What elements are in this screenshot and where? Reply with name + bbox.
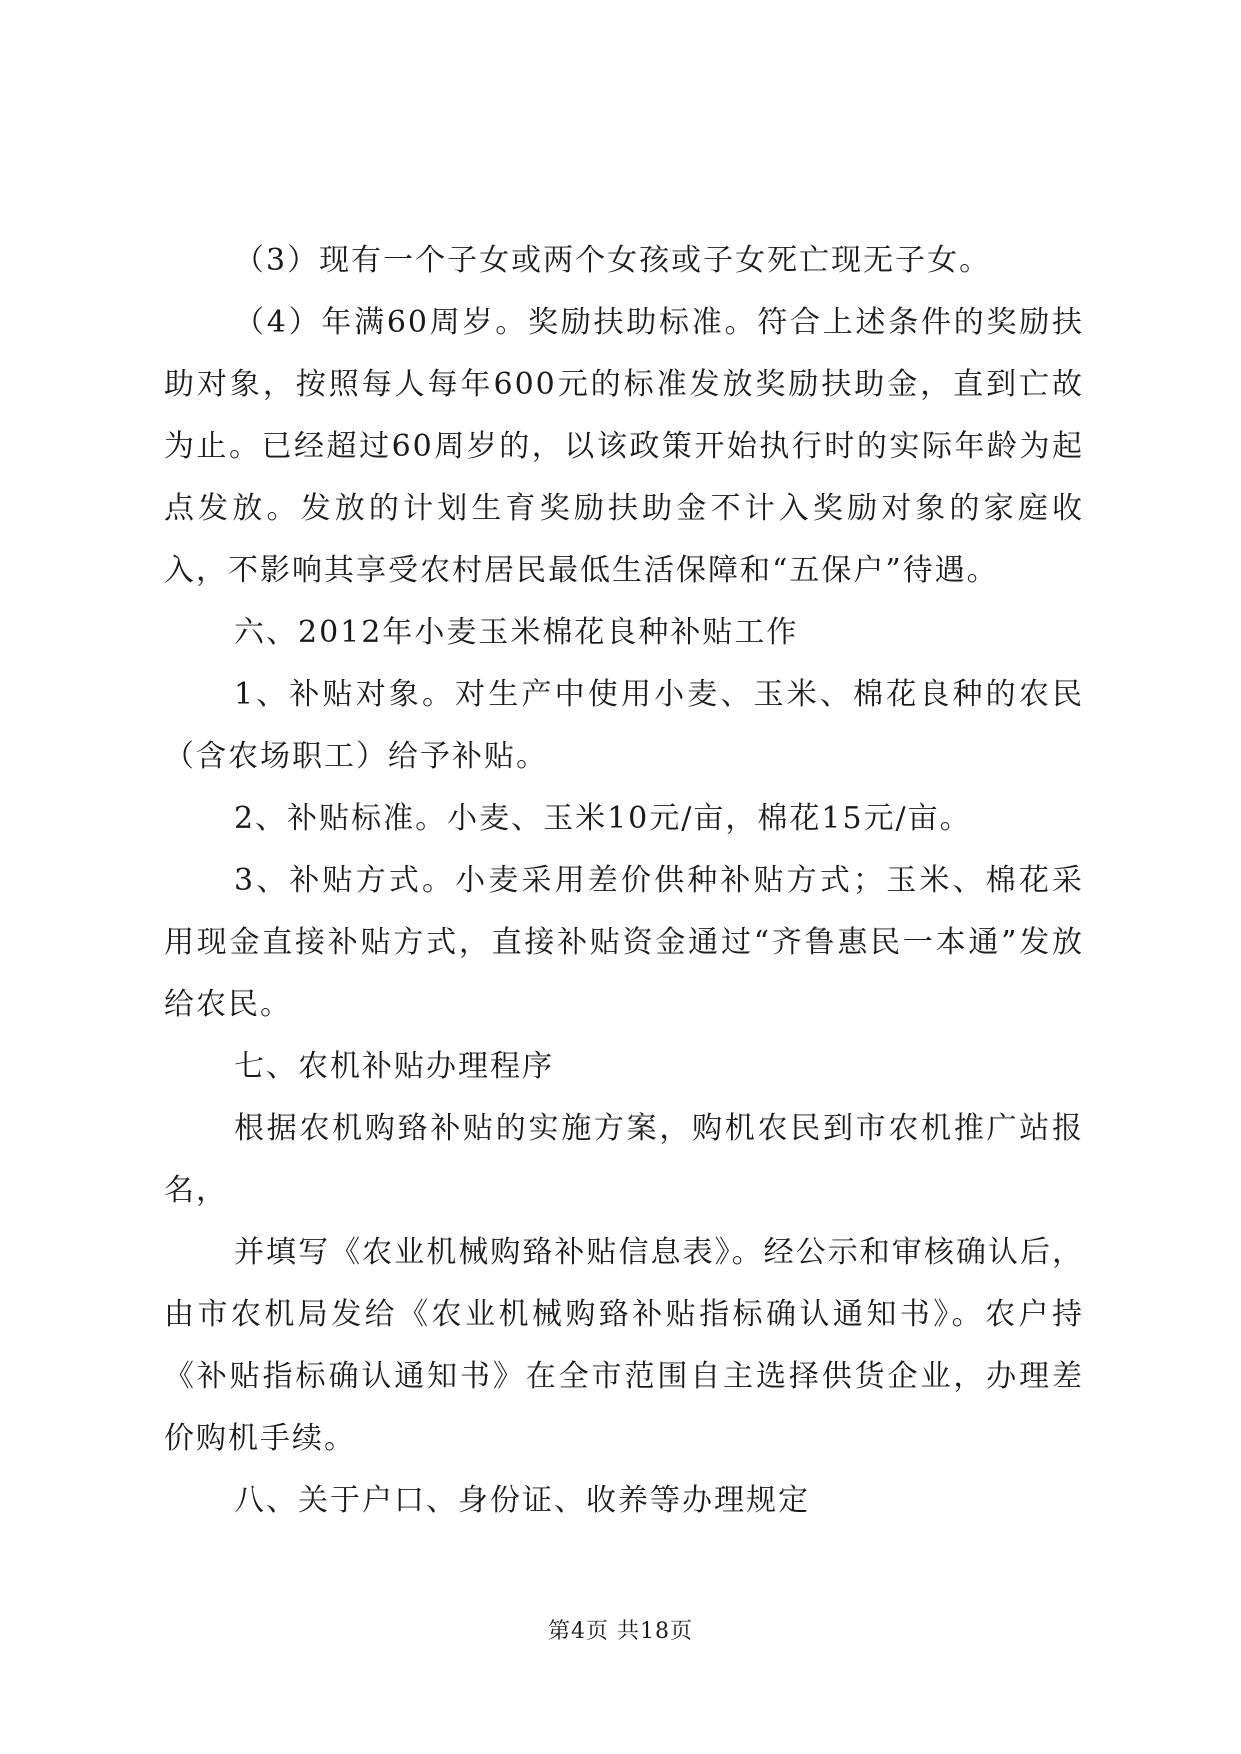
paragraph-subsidy-standard: 2、补贴标准。小麦、玉米10元/亩，棉花15元/亩。 (234, 801, 972, 836)
paragraph-condition-3: （3）现有一个子女或两个女孩或子女死亡现无子女。 (234, 243, 992, 278)
paragraph-condition-4: （4）年满60周岁。奖励扶助标准。符合上述条件的奖励扶助对象，按照每人每年600元的标准发放奖励扶助金，直到亡故为止。已经超过60周岁的，以该政策开始执行时的实际年龄为起点发放。发放的计划生育奖励扶助金不计入奖励对象的家庭收入，不影响其享受农村居民最低生活保障和“五保户”待遇。 (164, 305, 1084, 588)
section-heading-6: 六、2012年小麦玉米棉花良种补贴工作 (234, 615, 799, 650)
paragraph-subsidy-target: 1、补贴对象。对生产中使用小麦、玉米、棉花良种的农民（含农场职工）给予补贴。 (164, 677, 1084, 774)
document-body (164, 230, 1084, 1532)
page-number-footer: 第4页 共18页 (548, 1619, 693, 1644)
paragraph-machinery-registration: 根据农机购臵补贴的实施方案，购机农民到市农机推广站报名， (164, 1111, 1084, 1208)
paragraph-subsidy-method: 3、补贴方式。小麦采用差价供种补贴方式；玉米、棉花采用现金直接补贴方式，直接补贴资金通过“齐鲁惠民一本通”发放给农民。 (164, 863, 1084, 1022)
section-heading-7: 七、农机补贴办理程序 (234, 1049, 554, 1084)
section-heading-8: 八、关于户口、身份证、收养等办理规定 (234, 1483, 810, 1518)
paragraph-machinery-procedure: 并填写《农业机械购臵补贴信息表》。经公示和审核确认后，由市农机局发给《农业机械购臵补贴指标确认通知书》。农户持《补贴指标确认通知书》在全市范围自主选择供货企业，办理差价购机手续。 (164, 1235, 1084, 1456)
